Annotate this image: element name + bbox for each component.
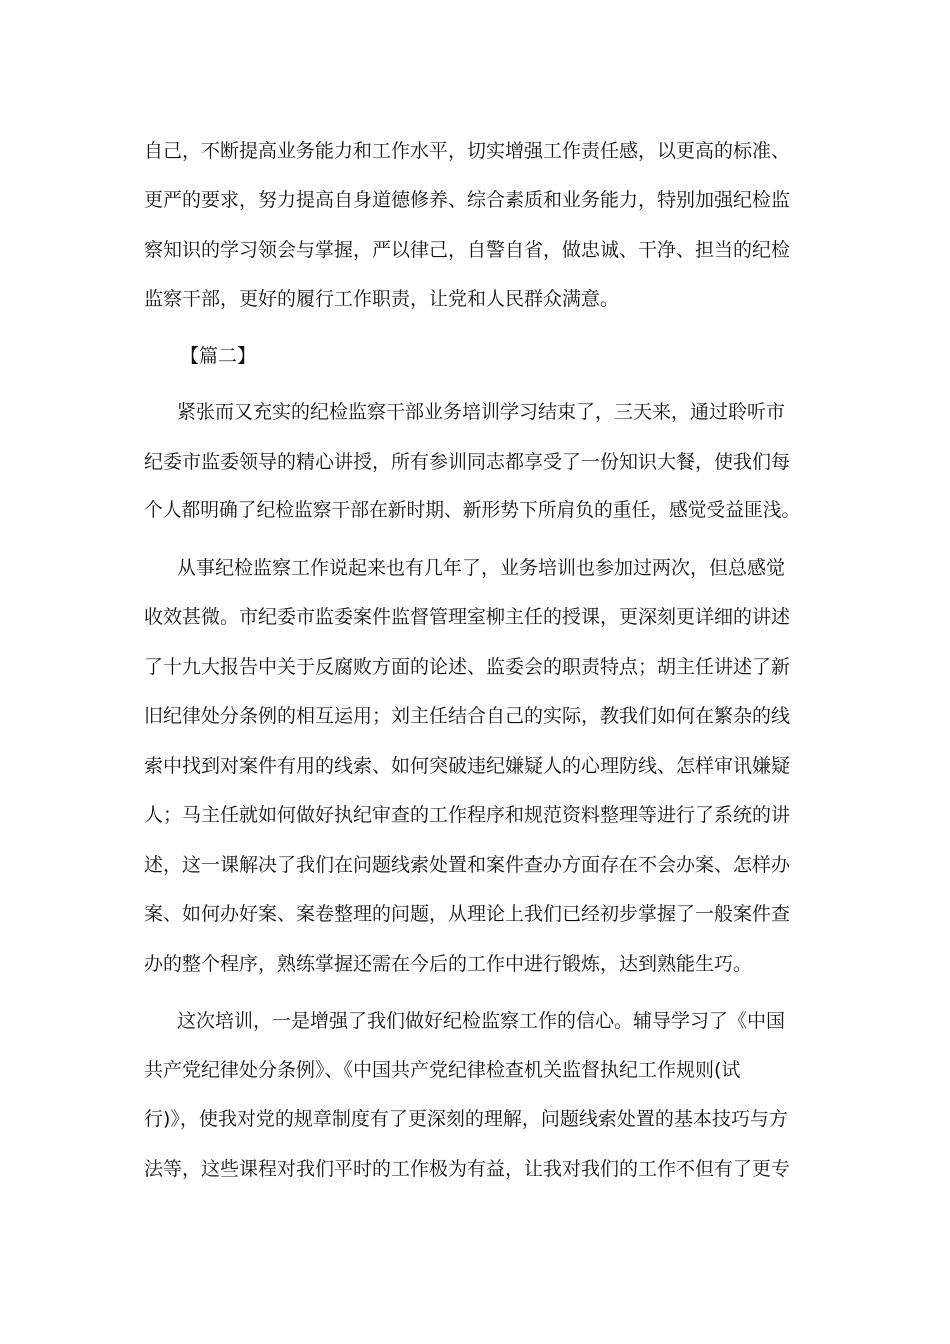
paragraph-line: 收效甚微。市纪委市监委案件监督管理室柳主任的授课，更深刻更详细的讲述	[144, 606, 791, 628]
paragraph-line: 监察干部，更好的履行工作职责，让党和人民群众满意。	[144, 288, 620, 310]
paragraph-line: 旧纪律处分条例的相互运用；刘主任结合自己的实际，教我们如何在繁杂的线	[144, 705, 791, 727]
paragraph-line: 从事纪检监察工作说起来也有几年了，业务培训也参加过两次，但总感觉	[177, 557, 786, 579]
paragraph-line: 这次培训，一是增强了我们做好纪检监察工作的信心。辅导学习了《中国	[177, 1010, 786, 1032]
paragraph-line: 察知识的学习领会与掌握，严以律己，自警自省，做忠诚、干净、担当的纪检	[144, 239, 791, 261]
paragraph-line: 案、如何办好案、案卷整理的问题，从理论上我们已经初步掌握了一般案件查	[144, 903, 791, 925]
paragraph-line: 自己，不断提高业务能力和工作水平，切实增强工作责任感，以更高的标准、	[144, 140, 791, 162]
paragraph-line: 紧张而又充实的纪检监察干部业务培训学习结束了，三天来，通过聆听市	[177, 401, 786, 423]
paragraph-line: 了十九大报告中关于反腐败方面的论述、监委会的职责特点；胡主任讲述了新	[144, 656, 791, 678]
paragraph-line: 人；马主任就如何做好执纪审查的工作程序和规范资料整理等进行了系统的讲	[144, 804, 791, 826]
paragraph-line: 个人都明确了纪检监察干部在新时期、新形势下所肩负的重任，感觉受益匪浅。	[144, 500, 801, 521]
paragraph-line: 更严的要求，努力提高自身道德修养、综合素质和业务能力，特别加强纪检监	[144, 189, 791, 211]
paragraph-line: 行)》，使我对党的规章制度有了更深刻的理解，问题线索处置的基本技巧与方	[144, 1108, 788, 1130]
paragraph-line: 共产党纪律处分条例》、《中国共产党纪律检查机关监督执纪工作规则(试	[144, 1059, 741, 1081]
paragraph-line: 述，这一课解决了我们在问题线索处置和案件查办方面存在不会办案、怎样办	[144, 854, 791, 876]
paragraph-line: 索中找到对案件有用的线索、如何突破违纪嫌疑人的心理防线、怎样审讯嫌疑	[144, 755, 791, 777]
paragraph-line: 纪委市监委领导的精心讲授，所有参训同志都享受了一份知识大餐，使我们每	[144, 451, 791, 473]
paragraph-line: 法等，这些课程对我们平时的工作极为有益，让我对我们的工作不但有了更专	[144, 1158, 791, 1180]
paragraph-line: 办的整个程序，熟练掌握还需在今后的工作中进行锻炼，达到熟能生巧。	[144, 953, 753, 975]
section-heading: 【篇二】	[180, 345, 257, 367]
